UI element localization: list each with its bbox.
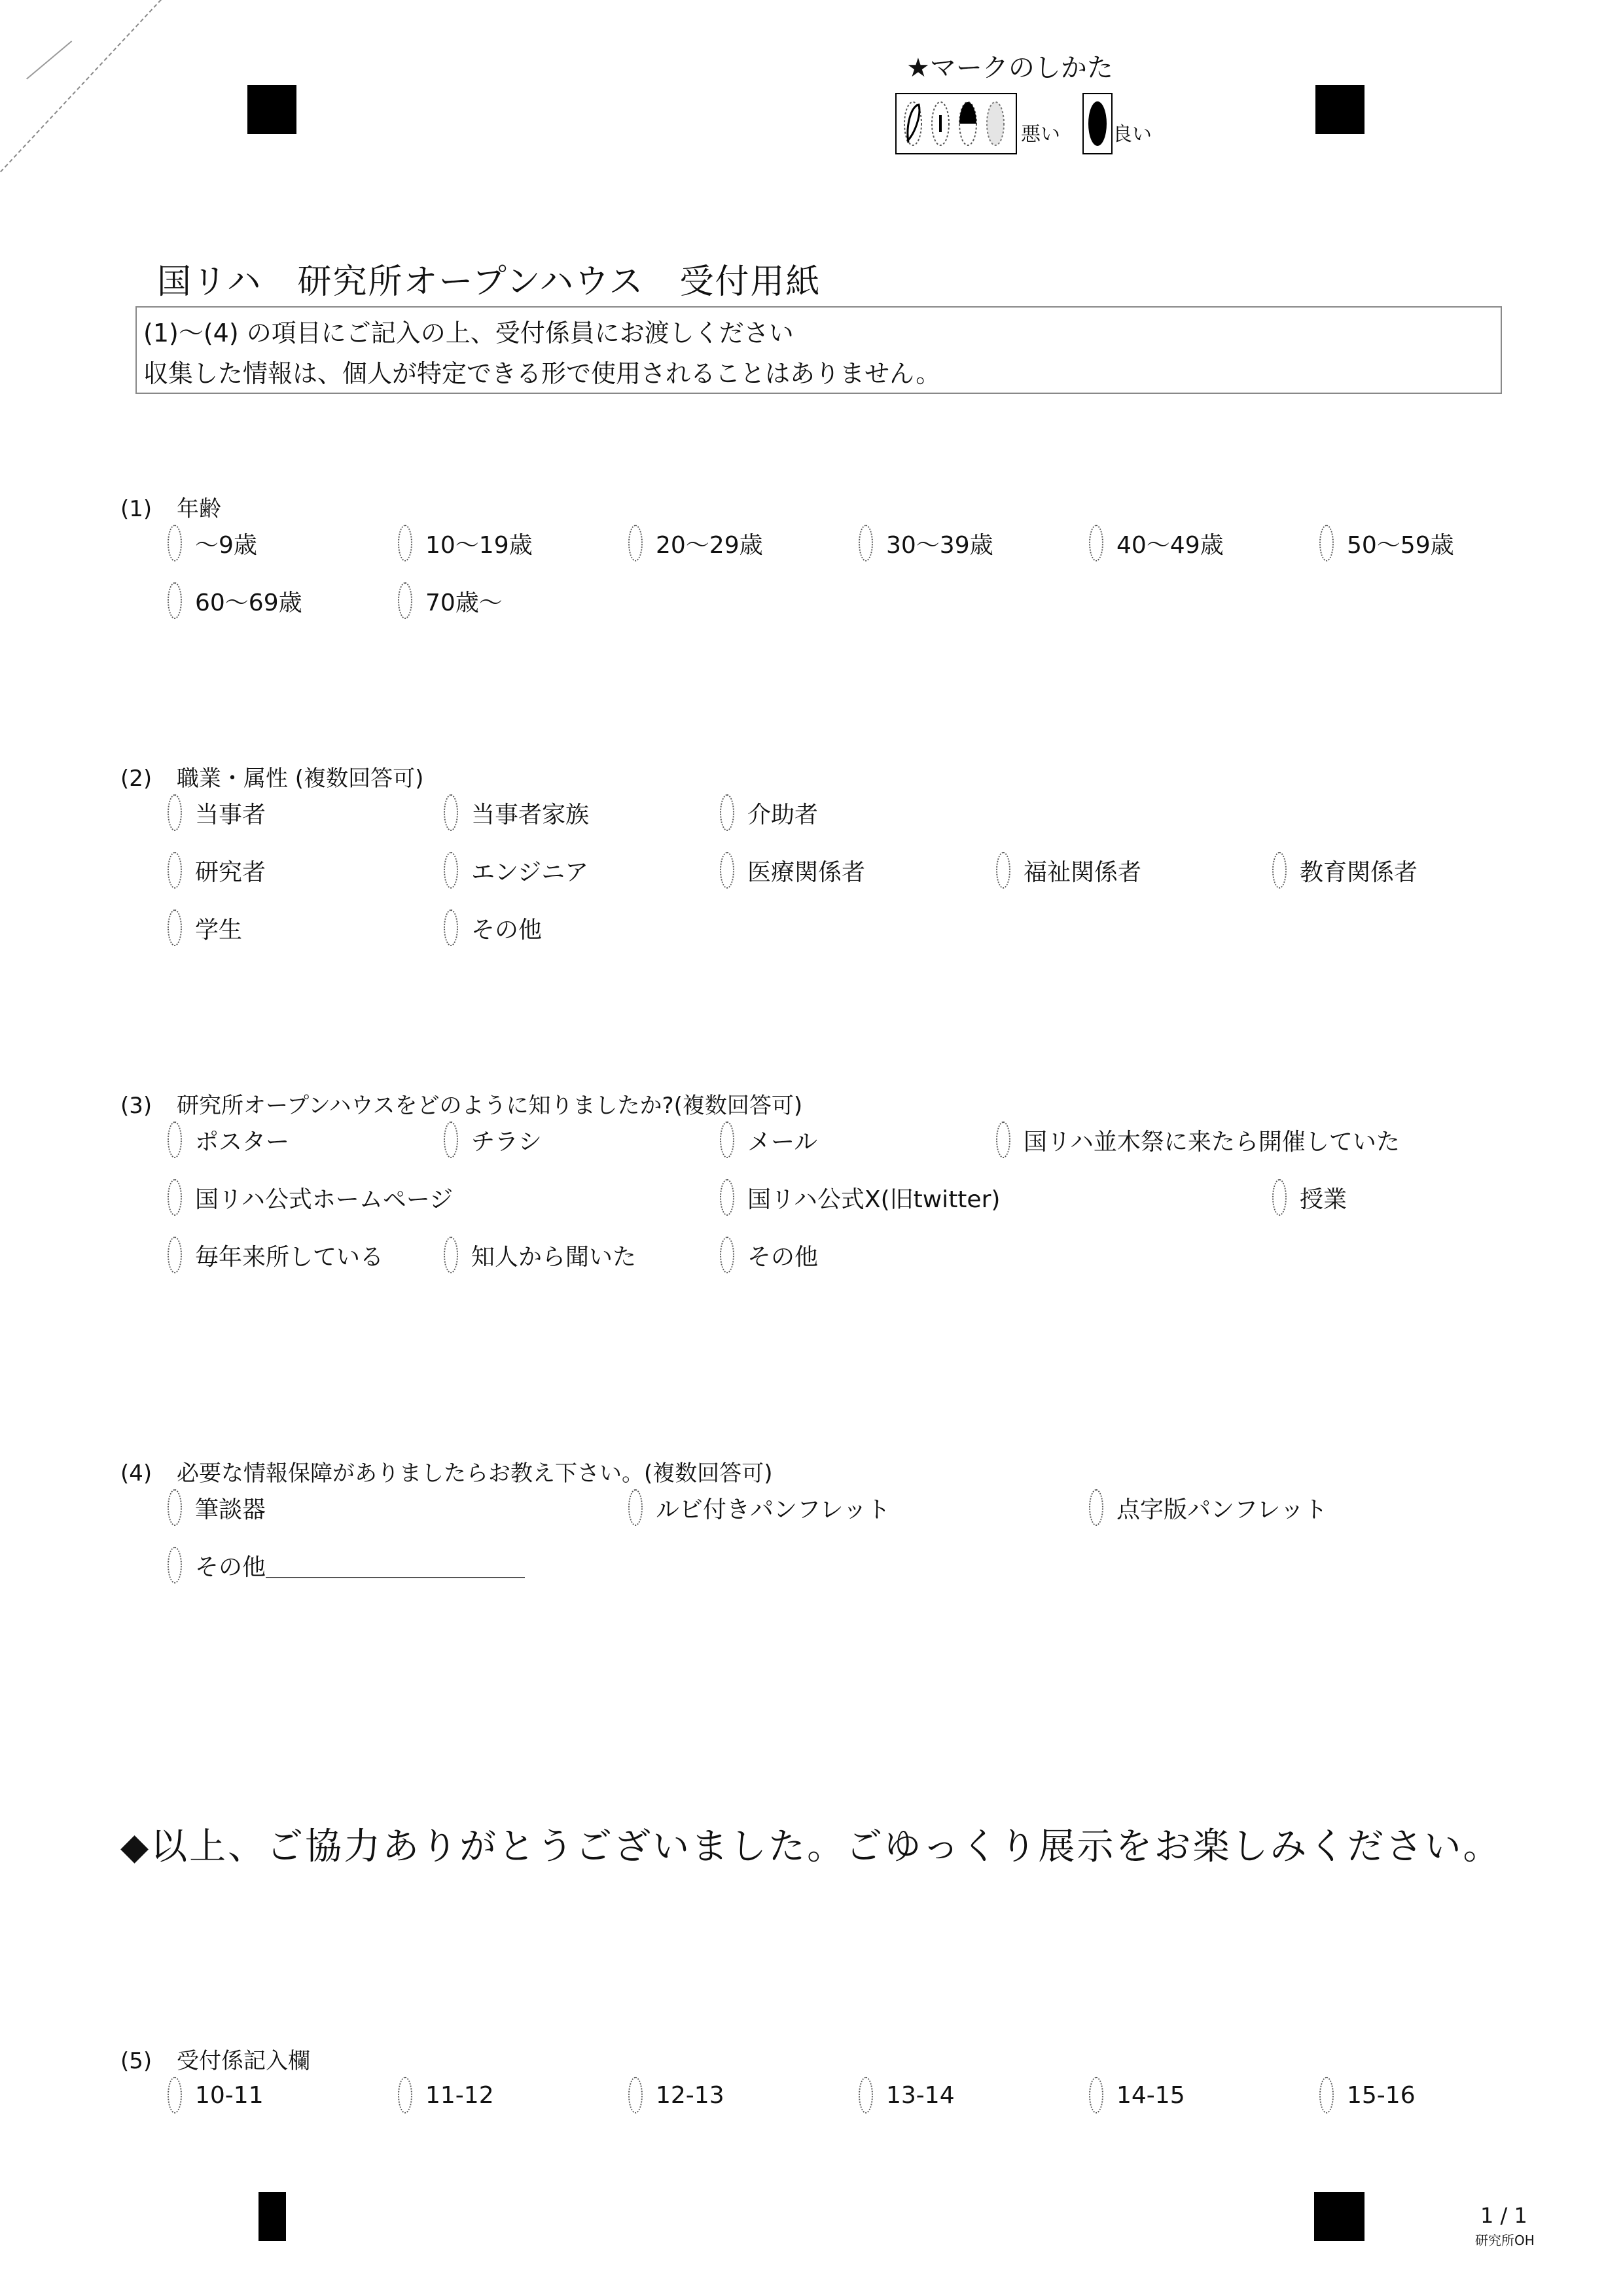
fold-line: [0, 0, 162, 172]
mark-bubble[interactable]: [996, 1122, 1010, 1158]
option-label: 30〜39歳: [886, 531, 993, 559]
good-mark-example-box: [1082, 93, 1113, 154]
mark-bubble[interactable]: [628, 525, 643, 561]
option-label: 筆談器: [195, 1496, 266, 1523]
source-option[interactable]: [168, 1178, 453, 1217]
accessibility-option[interactable]: [1089, 1488, 1327, 1527]
option-label: 医療関係者: [747, 858, 866, 886]
occupation-option[interactable]: [444, 793, 589, 832]
option-label: 学生: [195, 916, 243, 944]
question-number: (4): [120, 1460, 152, 1487]
source-option[interactable]: [444, 1120, 542, 1159]
form-title: 国リハ 研究所オープンハウス 受付用紙: [157, 262, 821, 302]
time-slot-option[interactable]: [398, 2075, 494, 2115]
mark-bubble[interactable]: [720, 1237, 734, 1273]
age-option[interactable]: [168, 523, 257, 563]
mark-bubble[interactable]: [168, 1122, 182, 1158]
mark-bubble[interactable]: [1272, 852, 1287, 889]
bad-mark-half-icon: [957, 99, 979, 148]
question-number: (3): [120, 1093, 152, 1119]
mark-bubble[interactable]: [1272, 1179, 1287, 1216]
option-label: 福祉関係者: [1024, 858, 1142, 886]
option-label: 20〜29歳: [656, 531, 763, 559]
mark-bubble[interactable]: [398, 2077, 412, 2113]
option-label: チラシ: [471, 1128, 543, 1156]
option-label: 当事者: [195, 801, 266, 828]
mark-bubble[interactable]: [168, 525, 182, 561]
instruction-line: (1)〜(4) の項目にご記入の上、受付係員にお渡しください: [143, 319, 794, 347]
option-label: 知人から聞いた: [471, 1243, 637, 1271]
option-label: ルビ付きパンフレット: [656, 1496, 891, 1523]
option-label: その他: [471, 916, 543, 944]
mark-bubble[interactable]: [444, 910, 458, 946]
registration-mark-top-right: [1315, 85, 1364, 134]
cut-line: [26, 41, 72, 79]
question-title: 研究所オープンハウスをどのように知りましたか?(複数回答可): [177, 1093, 803, 1119]
question-title: 必要な情報保障がありましたらお教え下さい。(複数回答可): [177, 1460, 773, 1487]
instructions-box: [135, 306, 1502, 394]
mark-bubble[interactable]: [168, 1179, 182, 1216]
good-mark-filled-icon: [1086, 99, 1109, 148]
option-label: 介助者: [747, 801, 819, 828]
mark-bubble[interactable]: [859, 525, 873, 561]
form-code: 研究所OH: [1475, 2233, 1535, 2248]
mark-bubble[interactable]: [168, 582, 182, 619]
mark-bubble[interactable]: [398, 525, 412, 561]
age-option[interactable]: [859, 523, 993, 563]
option-label: エンジニア: [471, 858, 589, 886]
mark-bubble[interactable]: [859, 2077, 873, 2113]
option-label: 12-13: [656, 2081, 724, 2109]
question-title: 受付係記入欄: [177, 2048, 310, 2074]
source-option[interactable]: [1272, 1178, 1347, 1217]
mark-bubble[interactable]: [1089, 1489, 1103, 1526]
option-label: 国リハ並木祭に来たら開催していた: [1024, 1128, 1400, 1156]
registration-mark-bottom-left: [259, 2192, 286, 2241]
source-option[interactable]: [996, 1120, 1400, 1159]
question-1-heading: [120, 491, 221, 523]
mark-bubble[interactable]: [720, 1179, 734, 1216]
option-label: 60〜69歳: [195, 589, 302, 616]
option-label: ポスター: [195, 1128, 290, 1156]
option-label: 毎年来所している: [195, 1243, 384, 1271]
source-option[interactable]: [168, 1235, 383, 1275]
accessibility-option[interactable]: [168, 1545, 525, 1585]
time-slot-option[interactable]: [168, 2075, 264, 2115]
option-label: 10-11: [195, 2081, 264, 2109]
mark-bubble[interactable]: [168, 852, 182, 889]
age-option[interactable]: [398, 581, 503, 620]
mark-bubble[interactable]: [1319, 2077, 1334, 2113]
option-label: 13-14: [886, 2081, 955, 2109]
time-slot-option[interactable]: [628, 2075, 724, 2115]
mark-bubble[interactable]: [168, 794, 182, 831]
source-option[interactable]: [720, 1235, 818, 1275]
mark-bubble[interactable]: [168, 1237, 182, 1273]
source-option[interactable]: [168, 1120, 289, 1159]
option-label: 50〜59歳: [1347, 531, 1454, 559]
option-label: 国リハ公式X(旧twitter): [747, 1186, 1001, 1213]
mark-bubble[interactable]: [1089, 2077, 1103, 2113]
bad-mark-scribble-icon: [902, 99, 924, 148]
mark-bubble[interactable]: [628, 2077, 643, 2113]
mark-bubble[interactable]: [628, 1489, 643, 1526]
option-label: 〜9歳: [195, 531, 257, 559]
occupation-option[interactable]: [1272, 851, 1418, 890]
option-label: 14-15: [1116, 2081, 1185, 2109]
age-option[interactable]: [398, 523, 533, 563]
mark-guide-title: ★マークのしかた: [906, 53, 1113, 83]
occupation-option[interactable]: [168, 851, 266, 890]
option-label: 10〜19歳: [425, 531, 533, 559]
mark-bubble[interactable]: [1089, 525, 1103, 561]
occupation-option[interactable]: [168, 908, 242, 947]
mark-bubble[interactable]: [444, 1122, 458, 1158]
question-title: 年齢: [177, 496, 221, 522]
option-label: 点字版パンフレット: [1116, 1496, 1328, 1523]
question-number: (1): [120, 496, 152, 522]
time-slot-option[interactable]: [1319, 2075, 1416, 2115]
option-label: 40〜49歳: [1116, 531, 1224, 559]
source-option[interactable]: [720, 1120, 817, 1159]
thanks-message: ◆以上、ご協力ありがとうございました。ごゆっくり展示をお楽しみください。: [120, 1826, 1502, 1868]
occupation-option[interactable]: [720, 793, 818, 832]
page-number: 1 / 1: [1480, 2203, 1527, 2228]
bad-mark-label: 悪い: [1021, 123, 1060, 146]
option-label: メール: [747, 1128, 818, 1156]
accessibility-option[interactable]: [168, 1488, 266, 1527]
mark-bubble[interactable]: [720, 852, 734, 889]
mark-bubble[interactable]: [168, 910, 182, 946]
mark-bubble[interactable]: [444, 794, 458, 831]
mark-bubble[interactable]: [996, 852, 1010, 889]
question-2-heading: [120, 760, 423, 792]
mark-bubble[interactable]: [444, 852, 458, 889]
option-label: 11-12: [425, 2081, 494, 2109]
occupation-option[interactable]: [996, 851, 1141, 890]
bad-mark-example-box: [895, 93, 1017, 154]
question-4-heading: [120, 1455, 773, 1487]
option-label: 国リハ公式ホームページ: [195, 1186, 454, 1213]
occupation-option[interactable]: [444, 851, 588, 890]
age-option[interactable]: [628, 523, 763, 563]
option-label: 授業: [1300, 1186, 1347, 1213]
mark-bubble[interactable]: [168, 1547, 182, 1583]
registration-mark-bottom-right: [1314, 2192, 1364, 2241]
option-label: 70歳〜: [425, 589, 503, 616]
good-mark-label: 良い: [1113, 123, 1152, 146]
mark-bubble[interactable]: [1319, 525, 1334, 561]
question-5-heading: [120, 2043, 310, 2075]
bad-mark-tick-icon: [929, 99, 952, 148]
age-option[interactable]: [1319, 523, 1454, 563]
mark-bubble[interactable]: [720, 794, 734, 831]
time-slot-option[interactable]: [859, 2075, 955, 2115]
occupation-option[interactable]: [168, 793, 266, 832]
mark-bubble[interactable]: [398, 582, 412, 619]
bad-mark-light-icon: [984, 99, 1007, 148]
source-option[interactable]: [720, 1178, 1000, 1217]
question-number: (5): [120, 2048, 152, 2074]
question-title: 職業・属性 (複数回答可): [177, 766, 424, 792]
registration-mark-top-left: [247, 85, 296, 134]
mark-bubble[interactable]: [444, 1237, 458, 1273]
option-label: 教育関係者: [1300, 858, 1418, 886]
time-slot-option[interactable]: [1089, 2075, 1185, 2115]
occupation-option[interactable]: [444, 908, 542, 947]
source-option[interactable]: [444, 1235, 636, 1275]
option-label: 15-16: [1347, 2081, 1416, 2109]
instruction-line: 収集した情報は、個人が特定できる形で使用されることはありません。: [143, 359, 941, 388]
option-label: その他: [747, 1243, 819, 1271]
mark-bubble[interactable]: [168, 1489, 182, 1526]
occupation-option[interactable]: [720, 851, 865, 890]
accessibility-option[interactable]: [628, 1488, 890, 1527]
mark-bubble[interactable]: [720, 1122, 734, 1158]
age-option[interactable]: [1089, 523, 1224, 563]
option-label: 研究者: [195, 858, 266, 886]
age-option[interactable]: [168, 581, 302, 620]
question-3-heading: [120, 1087, 802, 1120]
option-label: その他＿＿＿＿＿＿＿＿＿＿＿: [195, 1553, 526, 1581]
mark-bubble[interactable]: [168, 2077, 182, 2113]
option-label: 当事者家族: [471, 801, 590, 828]
question-number: (2): [120, 766, 152, 792]
